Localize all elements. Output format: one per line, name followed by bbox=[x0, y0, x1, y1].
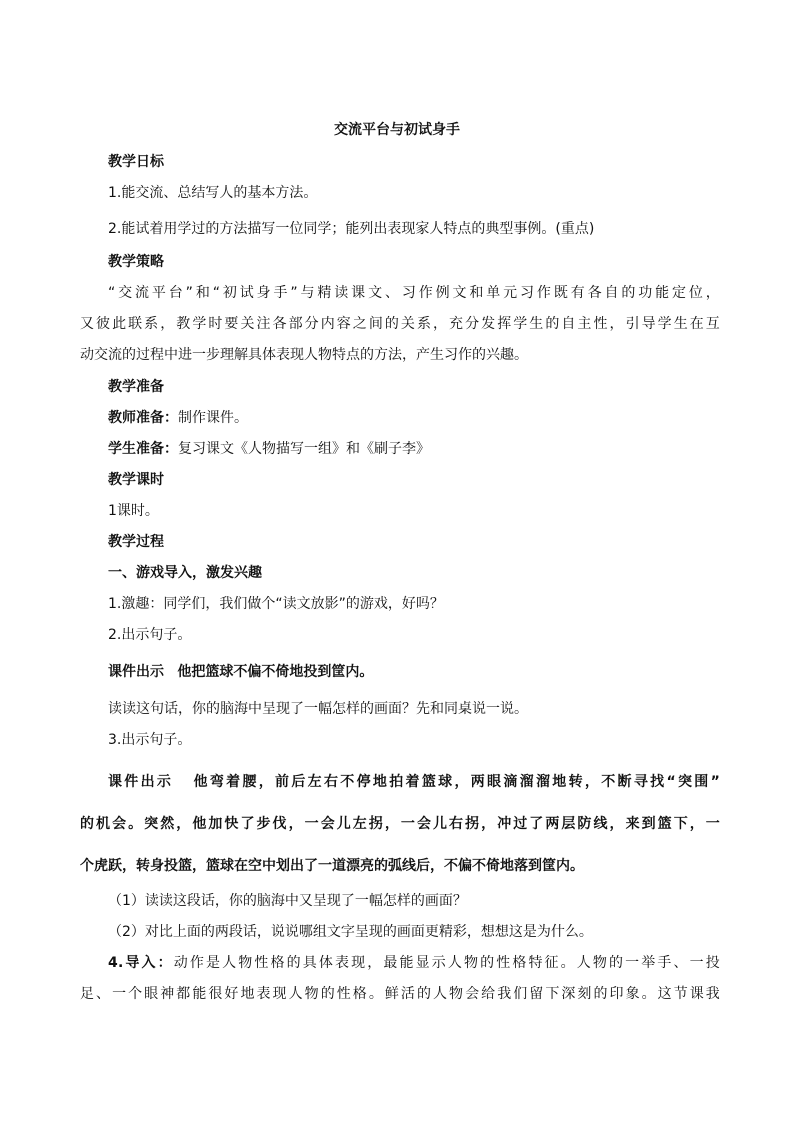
student-prep bbox=[80, 439, 720, 459]
step-3: 3.出示句子。 bbox=[108, 732, 192, 748]
goal-1: 1.能交流、总结写人的基本方法。 bbox=[108, 185, 318, 201]
student-prep-text: 复习课文《人物描写一组》和《刷子李》 bbox=[178, 441, 430, 457]
part-1-heading: 一、游戏导入，激发兴趣 bbox=[108, 565, 262, 581]
step-2: 2.出示句子。 bbox=[108, 627, 192, 643]
courseware-text-2-line-3: 个虎跃，转身投篮，篮球在空中划出了一道漂亮的弧线后，不偏不倚地落到筐内。 bbox=[80, 858, 584, 874]
step-4-text-line-1: 动作是人物性格的具体表现，最能显示人物的性格特征。人物的一举手、一投 bbox=[173, 955, 720, 971]
strategy-heading: 教学策略 bbox=[108, 254, 164, 270]
courseware-text-1: 他把篮球不偏不倚地投到筐内。 bbox=[177, 664, 374, 680]
teacher-prep bbox=[80, 408, 720, 428]
question-2: （2）对比上面的两段话，说说哪组文字呈现的画面更精彩，想想这是为什么。 bbox=[108, 924, 593, 940]
goals-heading: 教学日标 bbox=[108, 154, 164, 170]
step-4-label: 4.导入： bbox=[108, 955, 174, 971]
teacher-prep-label: 教师准备： bbox=[108, 410, 178, 426]
courseware-label-2: 课件出示 bbox=[108, 774, 174, 790]
hours-heading: 教学课时 bbox=[108, 472, 164, 488]
step-4-line-2: 足、一个眼神都能很好地表现人物的性格。鲜活的人物会给我们留下深刻的印象。这节课我 bbox=[80, 986, 720, 1002]
strategy-line-3: 动交流的过程中进一步理解具体表现人物特点的方法，产生习作的兴趣。 bbox=[80, 347, 528, 363]
student-prep-label: 学生准备： bbox=[108, 441, 178, 457]
step-1: 1.激趣：同学们，我们做个“读文放影”的游戏，好吗？ bbox=[108, 596, 444, 612]
hours-text: 1课时。 bbox=[108, 503, 159, 519]
courseware-show-2-line-1 bbox=[80, 772, 720, 792]
courseware-show-1 bbox=[80, 662, 720, 682]
courseware-label-1: 课件出示 bbox=[108, 664, 164, 680]
process-heading: 教学过程 bbox=[108, 534, 164, 550]
courseware-text-2-line-1: 他弯着腰，前后左右不停地拍着篮球，两眼滴溜溜地转，不断寻找“突围” bbox=[193, 774, 720, 790]
document-body bbox=[80, 150, 720, 1004]
question-1: （1）读读这段话，你的脑海中又呈现了一幅怎样的画面？ bbox=[108, 893, 467, 909]
step-4-line-1 bbox=[80, 953, 720, 973]
document-title: 交流平台与初试身手 bbox=[334, 122, 460, 138]
prep-heading: 教学准备 bbox=[108, 379, 164, 395]
goal-2: 2.能试着用学过的方法描写一位同学；能列出表现家人特点的典型事例。(重点) bbox=[108, 221, 595, 237]
strategy-line-1: “交流平台”和“初试身手”与精读课文、习作例文和单元习作既有各自的功能定位， bbox=[108, 285, 720, 301]
courseware-text-2-line-2: 的机会。突然，他加快了步伐，一会儿左拐，一会儿右拐，冲过了两层防线，来到篮下，一 bbox=[80, 816, 720, 832]
teacher-prep-text: 制作课件。 bbox=[178, 410, 248, 426]
read-prompt-1: 读读这句话，你的脑海中呈现了一幅怎样的画面？先和同桌说一说。 bbox=[108, 701, 528, 717]
strategy-line-2: 又彼此联系，教学时要关注各部分内容之间的关系，充分发挥学生的自主性，引导学生在互 bbox=[80, 316, 720, 332]
